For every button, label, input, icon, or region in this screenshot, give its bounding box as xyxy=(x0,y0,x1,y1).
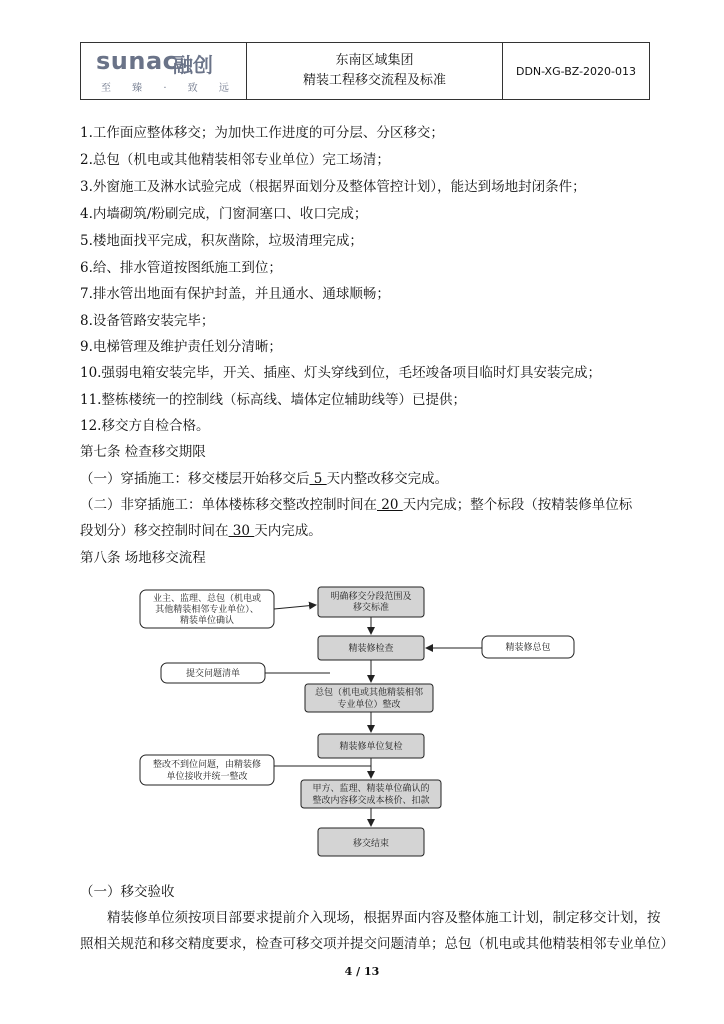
flow-text: 移交标准 xyxy=(352,603,390,613)
flow-text: 精装修单位复检 xyxy=(339,742,403,752)
flow-text: 移交结束 xyxy=(352,839,390,849)
doc-code: DDN-XG-BZ-2020-013 xyxy=(515,64,637,78)
days-value: 5 xyxy=(309,471,327,487)
list-item: 4.内墙砌筑/粉刷完成，门窗洞塞口、收口完成； xyxy=(80,206,368,222)
flow-text: 精装单位确认 xyxy=(179,616,235,626)
list-item: 2.总包（机电或其他精装相邻专业单位）完工场清； xyxy=(80,152,390,168)
days-value: 20 xyxy=(377,497,403,513)
list-item: 1.工作面应整体移交；为加快工作进度的可分层、分区移交； xyxy=(80,125,444,141)
list-item: 3.外窗施工及淋水试验完成（根据界面划分及整体管控计划），能达到场地封闭条件； xyxy=(80,179,586,195)
paragraph: （二）非穿插施工：单体楼栋移交整改控制时间在 20 天内完成；整个标段（按精装修单位标 xyxy=(80,497,633,513)
list-item: 8.设备管路安装完毕； xyxy=(80,313,215,329)
flow-arrow xyxy=(274,605,316,609)
list-item: 9.电梯管理及维护责任划分清晰； xyxy=(80,339,282,355)
logo-slogan: 至 臻 · 致 远 xyxy=(101,83,238,94)
flow-text: 业主、监理、总包（机电或 xyxy=(152,594,262,604)
header-group: 东南区域集团 xyxy=(335,53,414,68)
flow-text: 甲方、监理、精装单位确认的 xyxy=(312,784,430,794)
page-number: 4 / 13 xyxy=(344,965,380,978)
flow-text: 整改内容移交成本核价、扣款 xyxy=(312,796,430,806)
header-title: 精装工程移交流程及标准 xyxy=(302,73,446,88)
section-heading: （一）移交验收 xyxy=(80,884,175,900)
flow-text: 明确移交分段范围及 xyxy=(330,592,412,602)
article-heading: 第七条 检查移交期限 xyxy=(80,444,206,460)
paragraph: （一）穿插施工：移交楼层开始移交后 5 天内整改移交完成。 xyxy=(80,471,449,487)
list-item: 5.楼地面找平完成，积灰凿除，垃圾清理完成； xyxy=(80,233,363,249)
flow-text: 其他精装相邻专业单位）、 xyxy=(155,605,259,615)
logo-text-en: sunac xyxy=(96,47,178,75)
list-item: 11.整栋楼统一的控制线（标高线、墙体定位辅助线等）已提供； xyxy=(80,392,466,408)
article-heading: 第八条 场地移交流程 xyxy=(80,550,206,566)
flow-text: 专业单位）整改 xyxy=(337,700,401,710)
list-item: 7.排水管出地面有保护封盖，并且通水、通球顺畅； xyxy=(80,286,390,302)
list-item: 6.给、排水管道按图纸施工到位； xyxy=(80,260,282,276)
flow-text: 提交问题清单 xyxy=(185,669,241,679)
paragraph: 段划分）移交控制时间在 30 天内完成。 xyxy=(80,523,322,539)
flow-text: 精装修总包 xyxy=(505,643,551,653)
paragraph: 照相关规范和移交精度要求，检查可移交项并提交问题清单；总包（机电或其他精装相邻专业单位） xyxy=(80,936,674,952)
paragraph: 精装修单位须按项目部要求提前介入现场，根据界面内容及整体施工计划，制定移交计划，按 xyxy=(107,910,661,926)
list-item: 10.强弱电箱安装完毕，开关、插座、灯头穿线到位，毛坯竣备项目临时灯具安装完成； xyxy=(80,365,601,381)
days-value: 30 xyxy=(228,523,255,539)
flow-text: 精装修检查 xyxy=(348,644,394,654)
flow-text: 总包（机电或其他精装相邻 xyxy=(314,688,424,698)
logo-text-cn: 融创 xyxy=(173,53,213,77)
flow-text: 整改不到位问题，由精装修 xyxy=(152,760,262,770)
list-item: 12.移交方自检合格。 xyxy=(80,418,210,434)
flow-text: 单位接收并统一整改 xyxy=(166,772,248,782)
